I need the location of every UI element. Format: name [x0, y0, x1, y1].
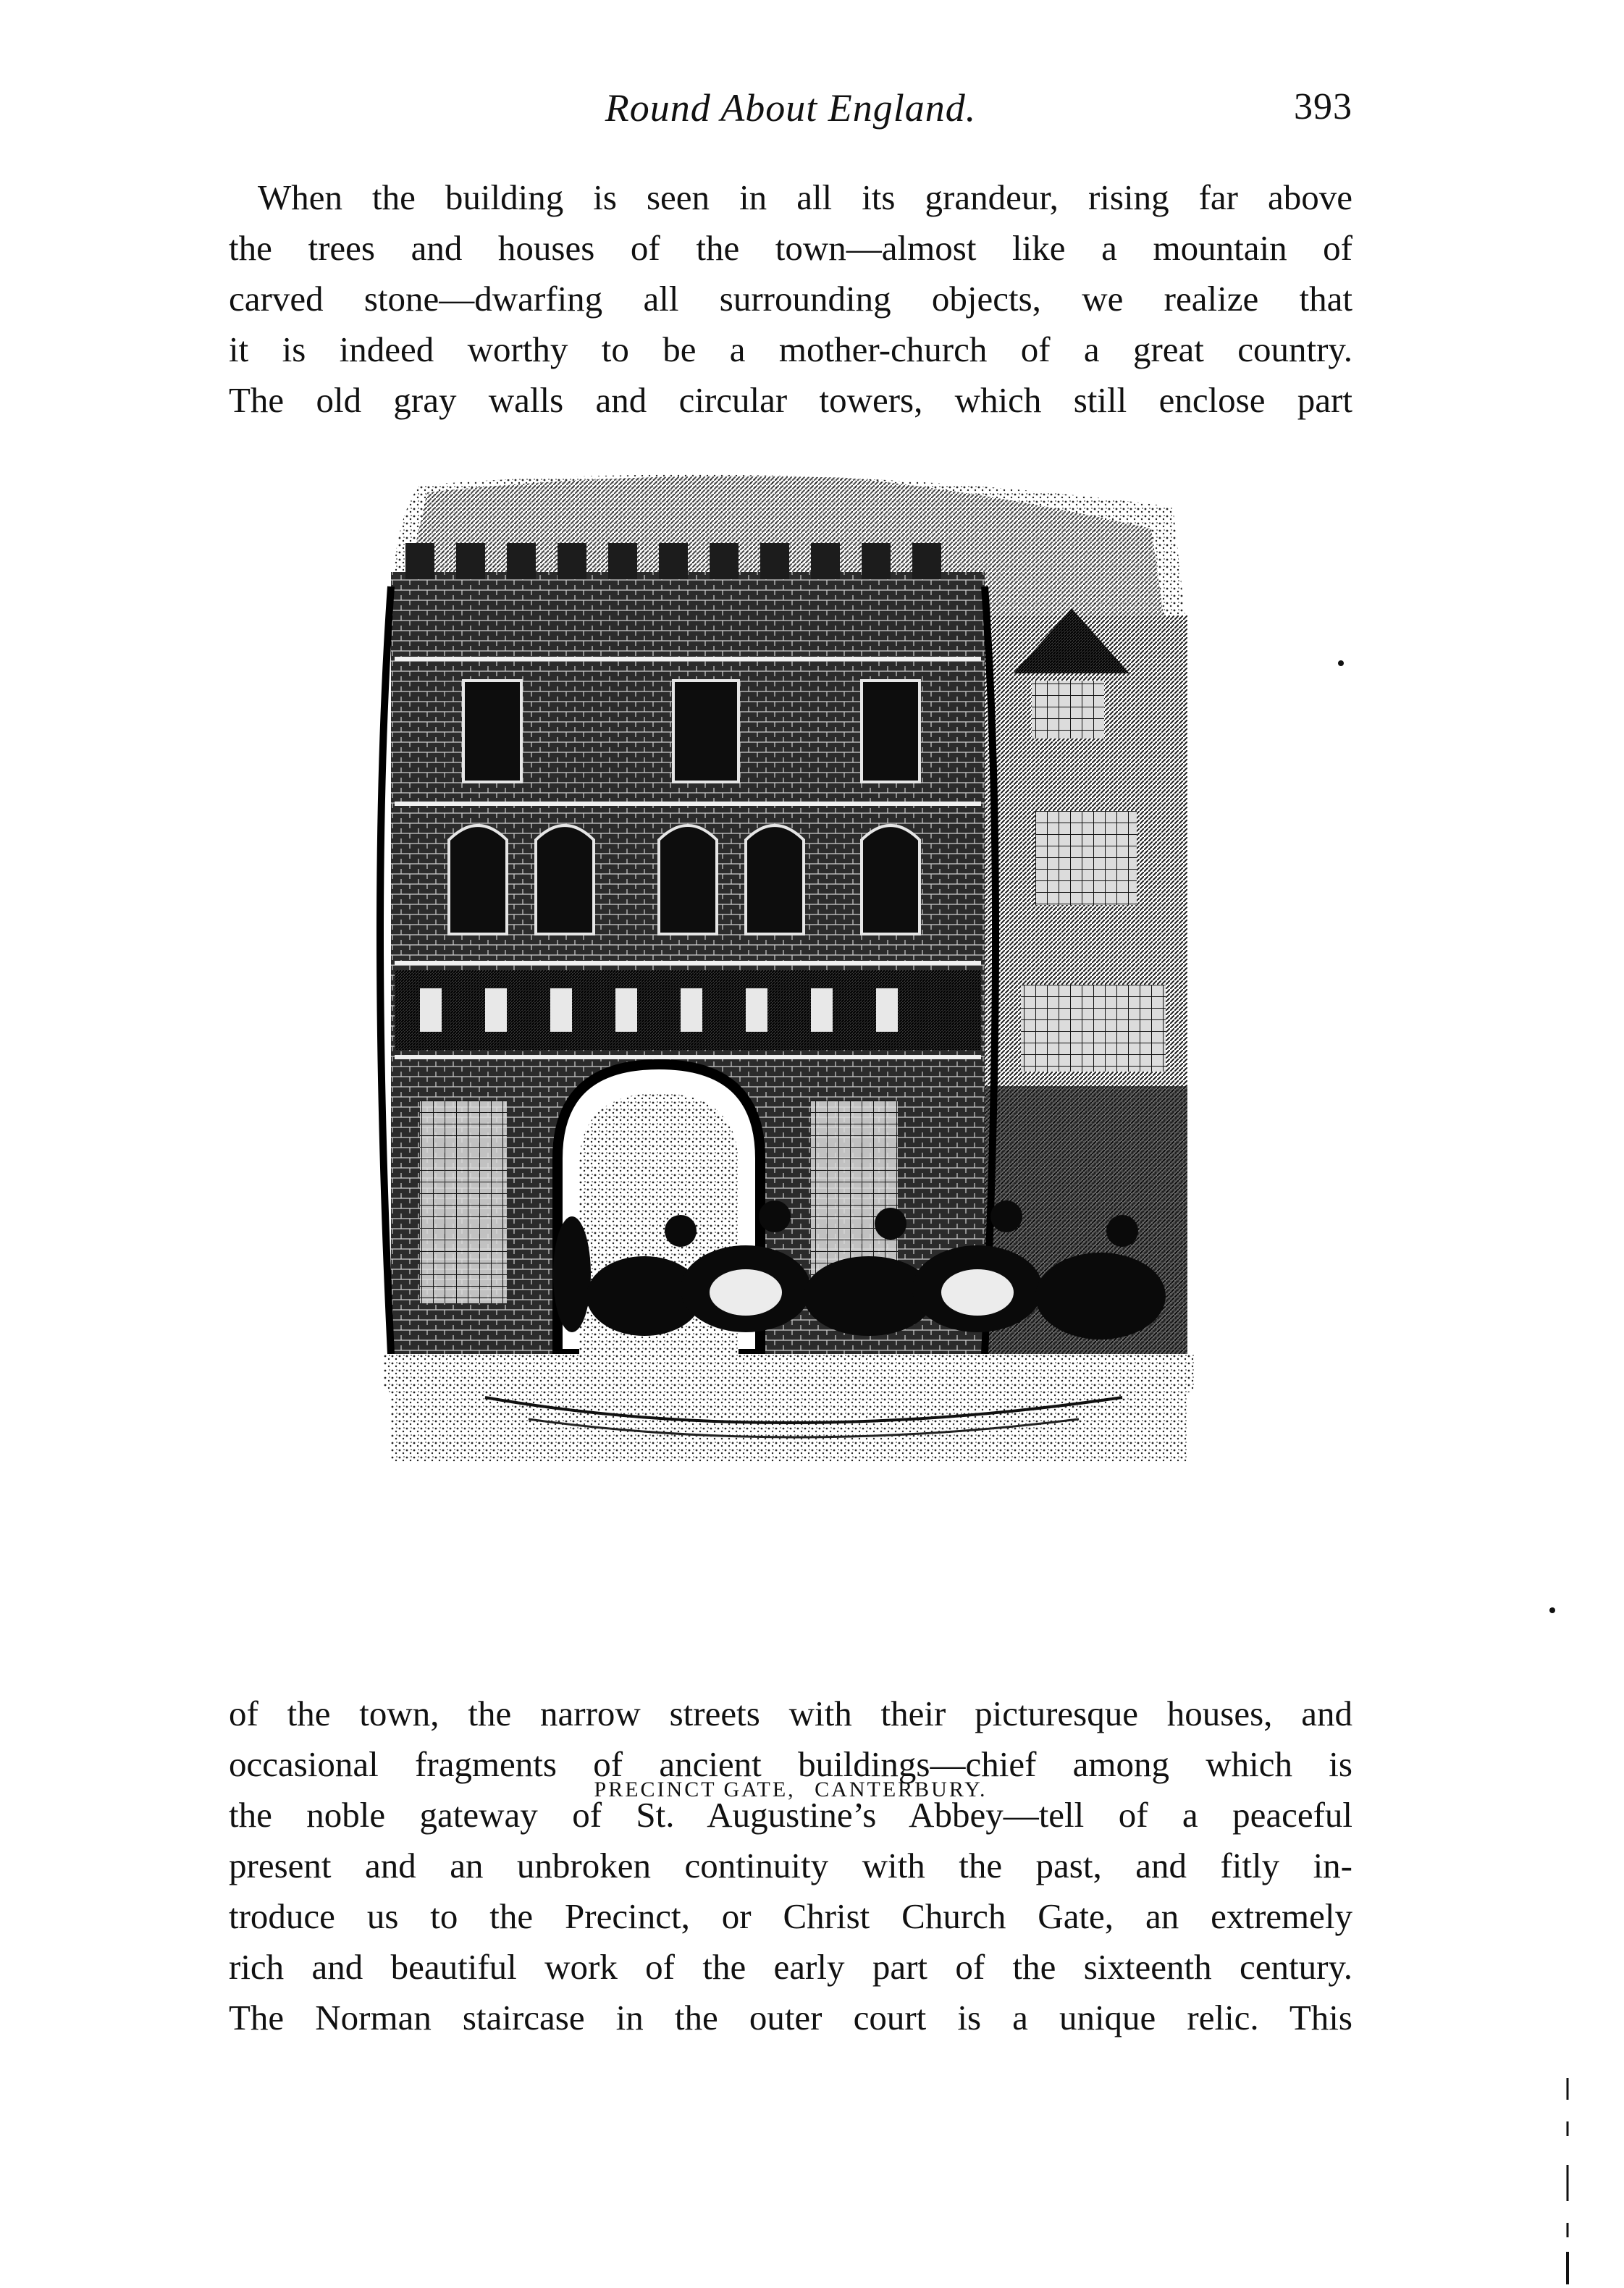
page-number: 393 [1294, 86, 1352, 127]
text-line: troduce us to the Precinct, or Christ Church Gate, an extremely [229, 1896, 1352, 1936]
print-speck [1338, 660, 1344, 666]
text-line: occasional fragments of ancient buildings—chief among which is [229, 1744, 1352, 1784]
text-line: The Norman staircase in the outer court is a unique relic. This [229, 1998, 1352, 2037]
text-line: it is indeed worthy to be a mother-church of a great country. [229, 329, 1352, 369]
running-head [229, 85, 1352, 143]
text-line: rich and beautiful work of the early part of the sixteenth century. [229, 1947, 1352, 1987]
text-line: carved stone—dwarfing all surrounding objects, we realize that [229, 279, 1352, 319]
caption-title: PRECINCT GATE, [594, 1778, 796, 1801]
running-title: Round About England. [605, 86, 977, 130]
text-line: When the building is seen in all its grandeur, rising far above [258, 177, 1352, 217]
paragraph-top [229, 172, 1352, 426]
text-line: present and an unbroken continuity with the past, and fitly in- [229, 1846, 1352, 1885]
paragraph-bottom [229, 1688, 1352, 2043]
text-line: the trees and houses of the town—almost like a mountain of [229, 228, 1352, 268]
page-edge-marks [1565, 2071, 1570, 2288]
text-line: The old gray walls and circular towers, which still enclose part [229, 380, 1352, 420]
text-line: of the town, the narrow streets with their picturesque houses, and [229, 1694, 1352, 1733]
engraving-precinct-gate [340, 463, 1238, 1463]
caption-place: CANTERBURY. [815, 1778, 988, 1801]
text-line: the noble gateway of St. Augustine’s Abbey—tell of a peaceful [229, 1795, 1352, 1835]
print-speck [1549, 1607, 1555, 1613]
